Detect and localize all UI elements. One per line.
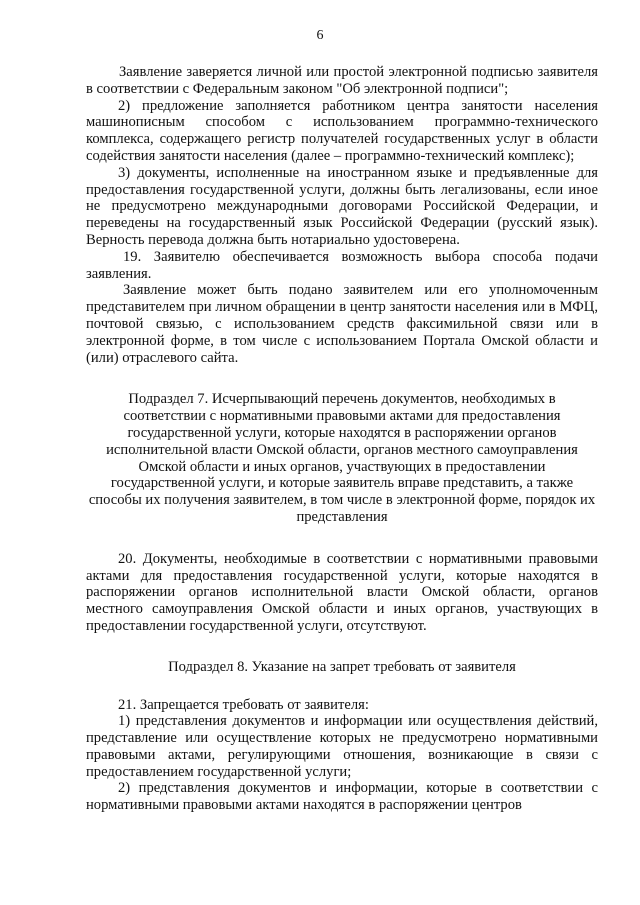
page-number: 6	[316, 28, 324, 43]
paragraph-submission: Заявление может быть подано заявителем или его уполномоченным представителем при личном обращении в центр занятости населения или в МФЦ, почтовой связью, с использованием средств факсимильной связи или в электронной форме, в том числе с использованием Портала Омской области и (или) отраслевого сайта.	[86, 282, 598, 366]
subsection-8-heading: Подраздел 8. Указание на запрет требовать от заявителя	[168, 658, 516, 675]
paragraph-item-21-2: 2) представления документов и информации, которые в соответствии с нормативными правовыми актами находятся в распоряжении центров	[86, 780, 598, 814]
paragraph-signature: Заявление заверяется личной или простой электронной подписью заявителя в соответствии с Федеральным законом "Об электронной подписи";	[86, 64, 598, 97]
paragraph-item-3: 3) документы, исполненные на иностранном языке и предъявленные для предоставления государственной услуги, должны быть легализованы, если иное не предусмотрено международными договорами Российской Федерации, и переведены на государственный язык Российской Федерации (русский язык). Верность перевода должна быть нотариально удостоверена.	[86, 164, 598, 248]
subsection-7-heading: Подраздел 7. Исчерпывающий перечень документов, необходимых в соответствии с нормативными правовыми актами для предоставления государственной услуги, которые находятся в распоряжении органов исполнительной власти Омской области, органов местного самоуправления Омской области и иных органов, участвующих в предоставлении государственной услуги, и которые заявитель вправе представить, а также способы их получения заявителем, в том числе в электронной форме, порядок их представления	[88, 391, 596, 525]
paragraph-item-19: 19. Заявителю обеспечивается возможность выбора способа подачи заявления.	[86, 248, 598, 282]
document-body	[86, 64, 598, 814]
paragraph-item-20: 20. Документы, необходимые в соответствии с нормативными правовыми актами для предоставления государственной услуги, которые находятся в распоряжении органов исполнительной власти Омской области, органов местного самоуправления Омской области и иных органов, участвующих в предоставлении государственной услуги, отсутствуют.	[86, 550, 598, 634]
paragraph-item-2: 2) предложение заполняется работником центра занятости населения машинописным способом с использованием программно-технического комплекса, содержащего регистр получателей государственных услуг в области содействия занятости населения (далее – программно-технический комплекс);	[86, 97, 598, 164]
paragraph-item-21: 21. Запрещается требовать от заявителя:	[118, 696, 369, 713]
paragraph-item-21-1: 1) представления документов и информации или осуществления действий, представление или осуществление которых не предусмотрено нормативными правовыми актами, регулирующими отношения, возникающие в связи с предоставлением государственной услуги;	[86, 713, 598, 780]
